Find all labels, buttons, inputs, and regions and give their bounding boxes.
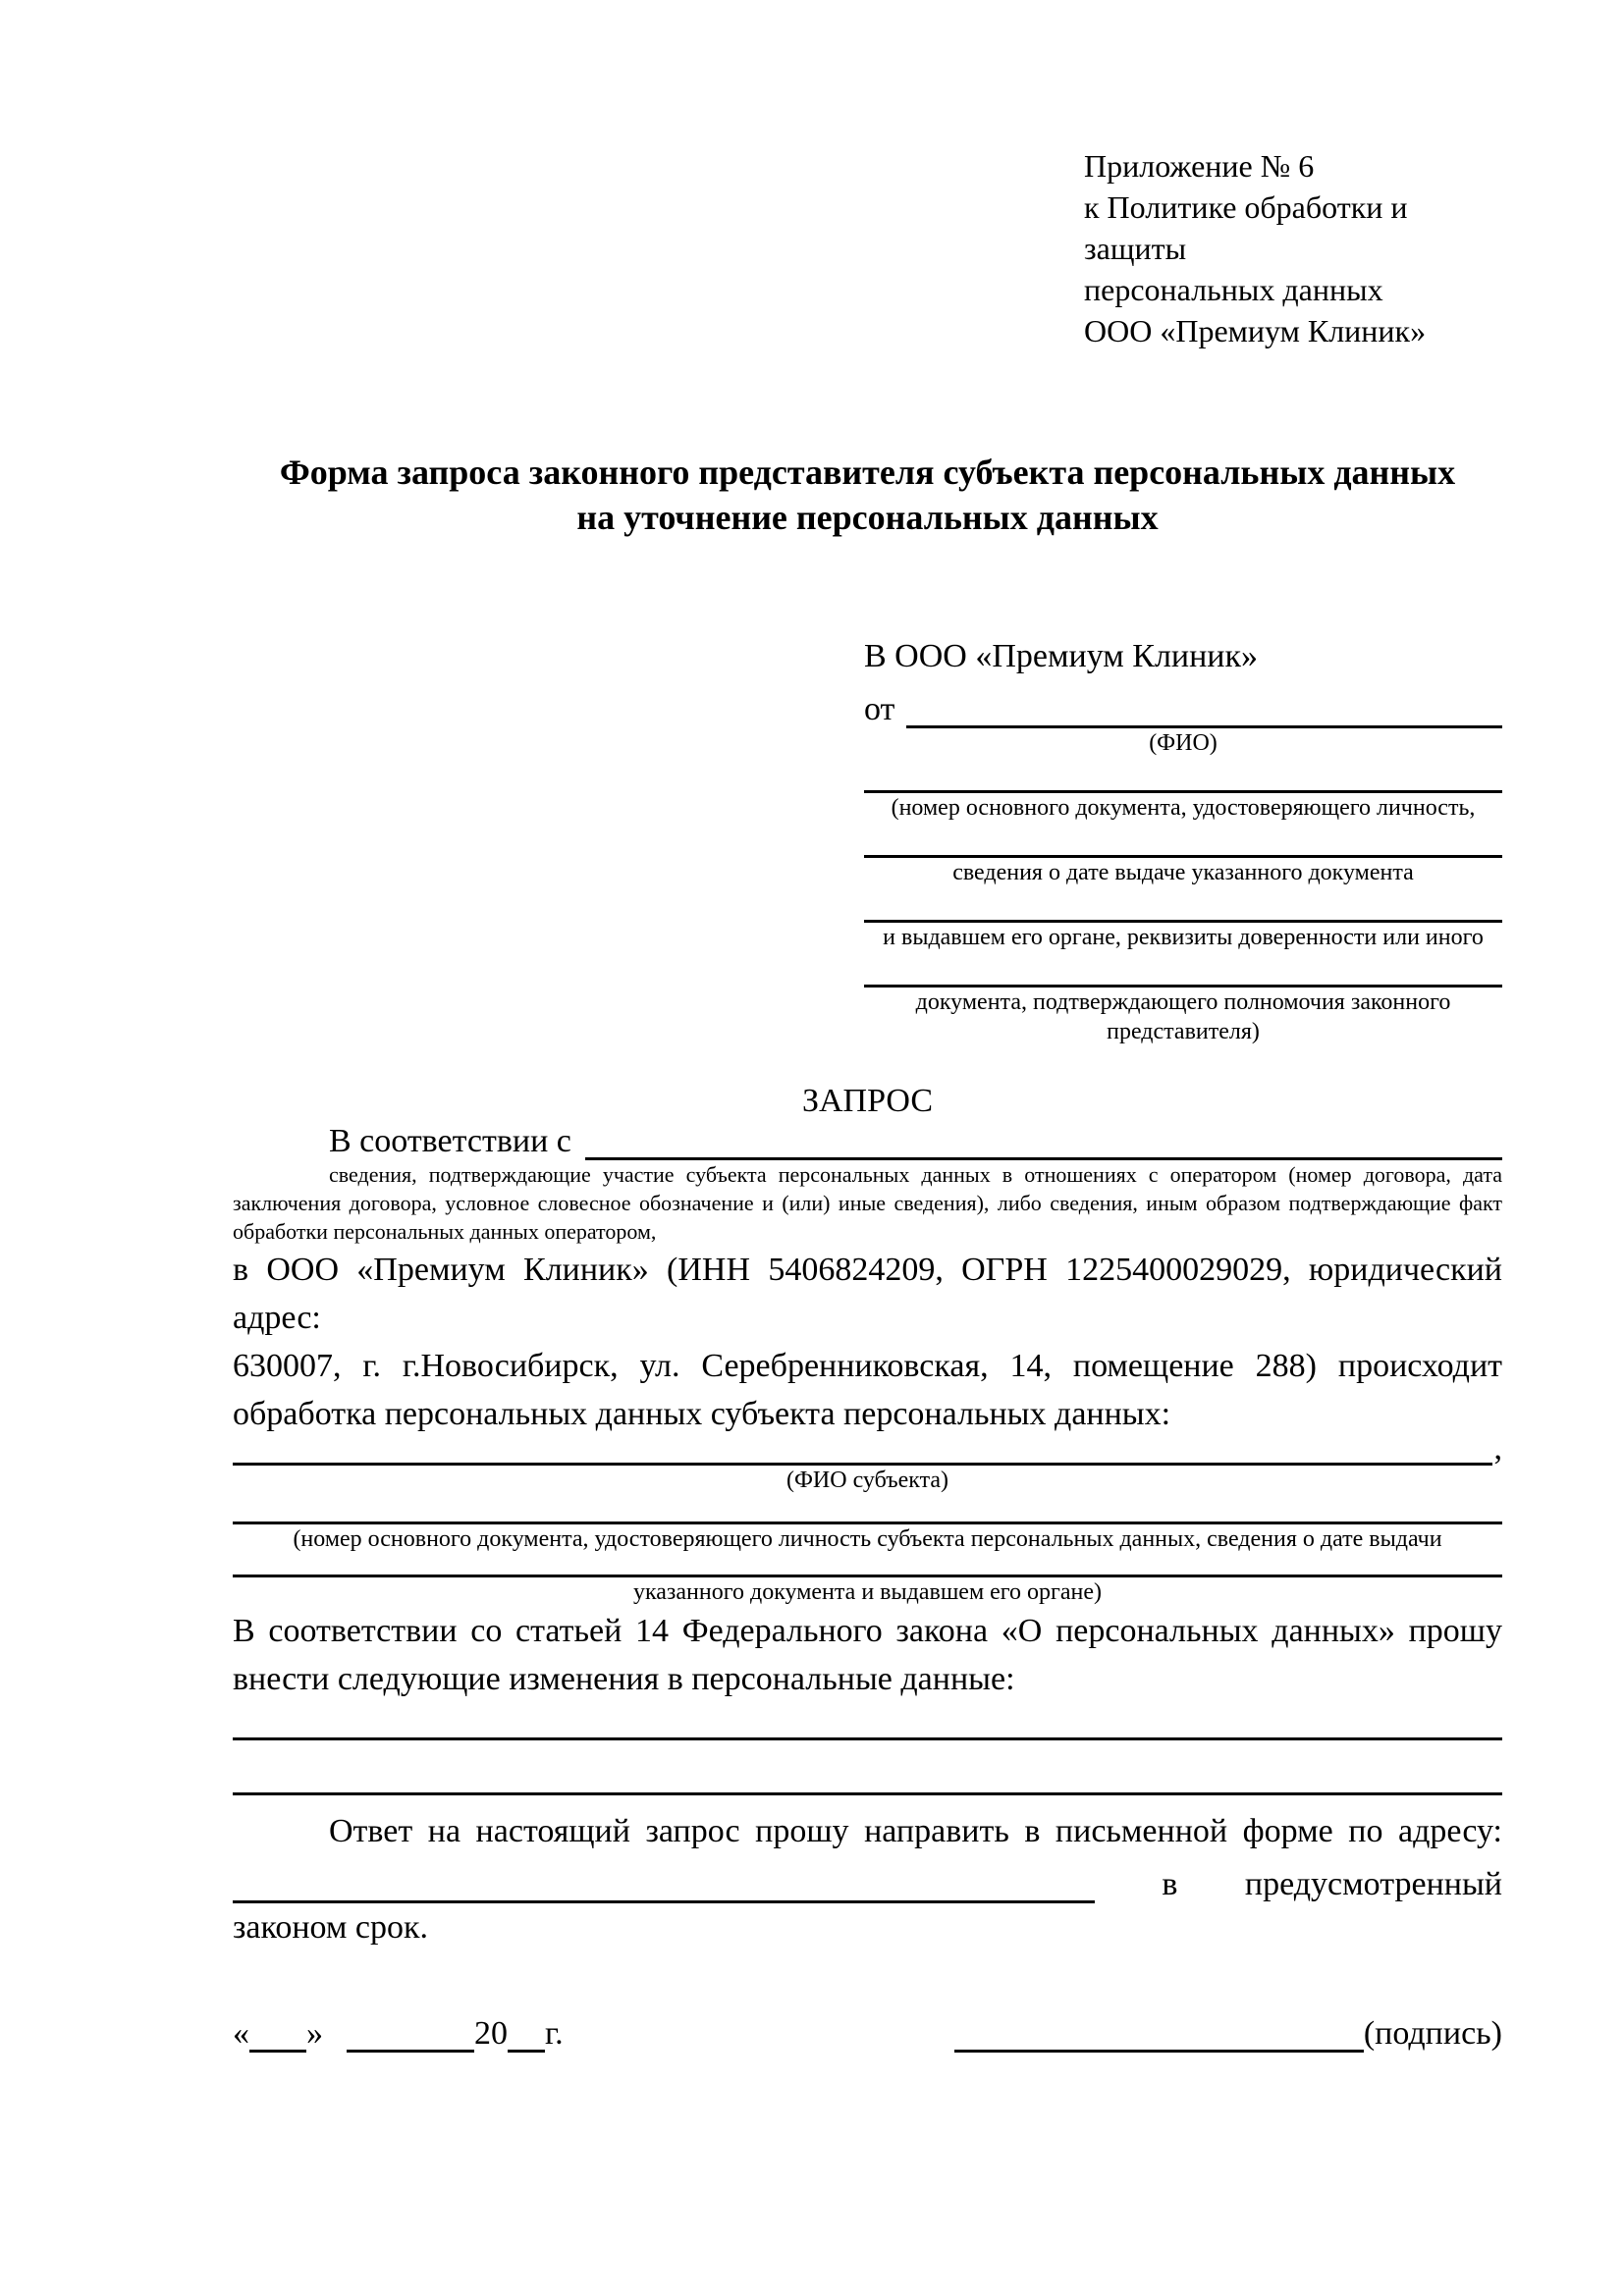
answer-word-predusmotrenny: предусмотренный	[1244, 1866, 1502, 1902]
signature-group	[954, 2015, 1502, 2053]
appendix-line: Приложение № 6	[1084, 148, 1315, 184]
from-fio-field-line[interactable]	[906, 679, 1502, 728]
representative-document-caption: (номер основного документа, удостоверяющего личность,	[891, 795, 1476, 821]
operator-line: 630007, г. г.Новосибирск, ул. Серебренниковская, 14, помещение 288) происходит	[233, 1348, 1502, 1384]
from-label: от	[864, 691, 895, 727]
year-prefix: 20	[474, 2015, 508, 2052]
law-line: В соответствии со статьей 14 Федерального закона «О персональных данных» прошу	[233, 1613, 1502, 1649]
operator-paragraph	[233, 1246, 1502, 1438]
changes-field-line-1[interactable]	[233, 1703, 1502, 1740]
intro-row	[233, 1121, 1502, 1160]
quote-open: «	[233, 2015, 249, 2052]
subject-document-field-line[interactable]	[233, 1495, 1502, 1524]
representative-document-field-line[interactable]	[864, 758, 1502, 793]
intro-label: В соответствии с	[329, 1123, 571, 1159]
answer-address-field-line[interactable]	[233, 1856, 1095, 1903]
footnote-line: заключения договора, условное словесное обозначение и (или) иные сведения), либо сведения, иным образом подтверждающие факт	[233, 1191, 1502, 1215]
appendix-line: к Политике обработки и защиты	[1084, 189, 1408, 266]
fio-caption: (ФИО)	[1149, 730, 1218, 756]
answer-address-row	[233, 1856, 1502, 1903]
changes-field-line-2[interactable]	[233, 1740, 1502, 1795]
subject-issuing-authority-caption: указанного документа и выдавшем его органе)	[632, 1579, 1103, 1605]
relation-basis-field-line[interactable]	[585, 1121, 1502, 1160]
document-title-line1: Форма запроса законного представителя субъекта персональных данных	[279, 453, 1456, 492]
quote-close: »	[306, 2015, 323, 2052]
date-group	[233, 2015, 564, 2053]
answer-line3: законом срок.	[233, 1909, 428, 1946]
footnote-line: сведения, подтверждающие участие субъекта персональных данных в отношениях с оператором (номер договора, дата	[329, 1162, 1502, 1187]
subject-fio-field-line[interactable]	[233, 1438, 1492, 1466]
addressee-block	[864, 634, 1502, 1046]
footer-row	[233, 2015, 1502, 2053]
document-issue-date-field-line[interactable]	[864, 823, 1502, 858]
day-field-line[interactable]	[249, 2019, 306, 2053]
document-issue-date-caption: сведения о дате выдаче указанного документа	[952, 860, 1414, 885]
issuing-authority-field-line[interactable]	[864, 887, 1502, 923]
authority-document-caption: документа, подтверждающего полномочия законного представителя)	[915, 989, 1451, 1044]
operator-line: обработка персональных данных субъекта персональных данных:	[233, 1396, 1171, 1432]
document-title	[233, 450, 1502, 540]
subject-issuing-authority-field-line[interactable]	[233, 1554, 1502, 1577]
year-field-line[interactable]	[508, 2019, 545, 2053]
law-paragraph	[233, 1607, 1502, 1703]
signature-field-line[interactable]	[954, 2019, 1364, 2053]
document-title-line2: на уточнение персональных данных	[576, 498, 1159, 537]
answer-word-v: в	[1162, 1866, 1178, 1902]
appendix-block	[1084, 145, 1502, 351]
request-heading: ЗАПРОС	[801, 1083, 934, 1119]
year-suffix: г.	[545, 2015, 564, 2052]
month-field-line[interactable]	[347, 2019, 474, 2053]
footnote-line: обработки персональных данных оператором,	[233, 1219, 657, 1244]
subject-document-caption: (номер основного документа, удостоверяющего личность субъекта персональных данных, сведения о дате выдачи	[293, 1526, 1442, 1552]
addressee-to: В ООО «Премиум Клиник»	[864, 638, 1259, 674]
appendix-line: ООО «Премиум Клиник»	[1084, 313, 1427, 348]
operator-line: в ООО «Премиум Клиник» (ИНН 5406824209, ОГРН 1225400029029, юридический адрес:	[233, 1252, 1502, 1336]
authority-document-field-line[interactable]	[864, 952, 1502, 988]
law-line: внести следующие изменения в персональные данные:	[233, 1661, 1015, 1697]
appendix-line: персональных данных	[1084, 272, 1383, 307]
addressee-from-row	[864, 679, 1502, 728]
trailing-comma: ,	[1493, 1430, 1502, 1467]
issuing-authority-caption: и выдавшем его органе, реквизиты доверенности или иного	[883, 925, 1484, 950]
subject-fio-caption: (ФИО субъекта)	[785, 1468, 949, 1493]
answer-line1: Ответ на настоящий запрос прошу направить в письменной форме по адресу:	[329, 1813, 1502, 1849]
footnote-paragraph	[233, 1160, 1502, 1246]
subject-fio-row	[233, 1430, 1502, 1467]
signature-caption: (подпись)	[1363, 2015, 1502, 2052]
